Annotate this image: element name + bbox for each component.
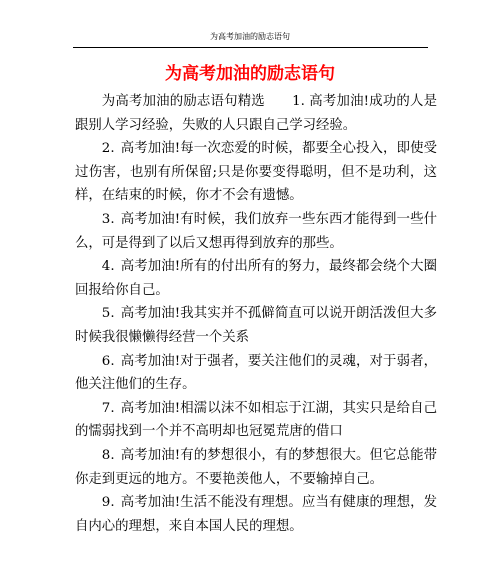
paragraph-8 bbox=[75, 444, 437, 491]
paragraph-2 bbox=[75, 137, 437, 208]
paragraph-number: 3. bbox=[101, 211, 115, 227]
paragraph-number: 2. bbox=[101, 141, 115, 157]
paragraph-intro bbox=[75, 90, 437, 137]
paragraph-number: 4. bbox=[101, 259, 115, 275]
paragraph-number: 5. bbox=[101, 306, 115, 322]
document-body bbox=[75, 90, 437, 538]
paragraph-text: 高考加油!有时候，我们放弃一些东西才能得到一些什么，可是得到了以后又想再得到放弃的那些。 bbox=[75, 211, 437, 251]
paragraph-number: 9. bbox=[101, 495, 115, 511]
paragraph-text: 高考加油!所有的付出所有的努力，最终都会绕个大圈回报给你自己。 bbox=[75, 259, 437, 298]
paragraph-number: 8. bbox=[101, 447, 115, 463]
paragraph-3 bbox=[75, 208, 437, 255]
paragraph-text: 高考加油!相濡以沫不如相忘于江湖，其实只是给自己的懦弱找到一个并不高明却也冠冕荒唐的借口 bbox=[75, 400, 437, 440]
paragraph-text: 高考加油!每一次恋爱的时候，都要全心投入，即使受过伤害，也别有所保留;只是你要变得聪明，但不是功利，这样，在结束的时候，你才不会有遗憾。 bbox=[75, 141, 437, 204]
paragraph-number: 7. bbox=[101, 400, 115, 416]
paragraph-text: 高考加油!我其实并不孤僻简直可以说开朗活泼但大多时候我很懒懒得经营一个关系 bbox=[75, 306, 437, 345]
paragraph-9 bbox=[75, 491, 437, 538]
paragraph-text: 为高考加油的励志语句精选 1. 高考加油!成功的人是跟别人学习经验，失败的人只跟自己学习经验。 bbox=[75, 94, 437, 133]
paragraph-6 bbox=[75, 350, 437, 397]
paragraph-text: 高考加油!对于强者，要关注他们的灵魂，对于弱者，他关注他们的生存。 bbox=[75, 353, 437, 393]
header-divider bbox=[73, 47, 428, 48]
document-title: 为高考加油的励志语句 bbox=[165, 64, 335, 84]
paragraph-4 bbox=[75, 255, 437, 302]
paragraph-text: 高考加油!生活不能没有理想。应当有健康的理想，发自内心的理想，来自本国人民的理想。 bbox=[75, 495, 437, 534]
paragraph-text: 高考加油!有的梦想很小，有的梦想很大。但它总能带你走到更远的地方。不要艳羡他人，不要输掉自己。 bbox=[75, 447, 437, 487]
paragraph-7 bbox=[75, 397, 437, 444]
running-header: 为高考加油的励志语句 bbox=[210, 32, 290, 41]
paragraph-5 bbox=[75, 302, 437, 349]
paragraph-number: 6. bbox=[101, 353, 115, 369]
